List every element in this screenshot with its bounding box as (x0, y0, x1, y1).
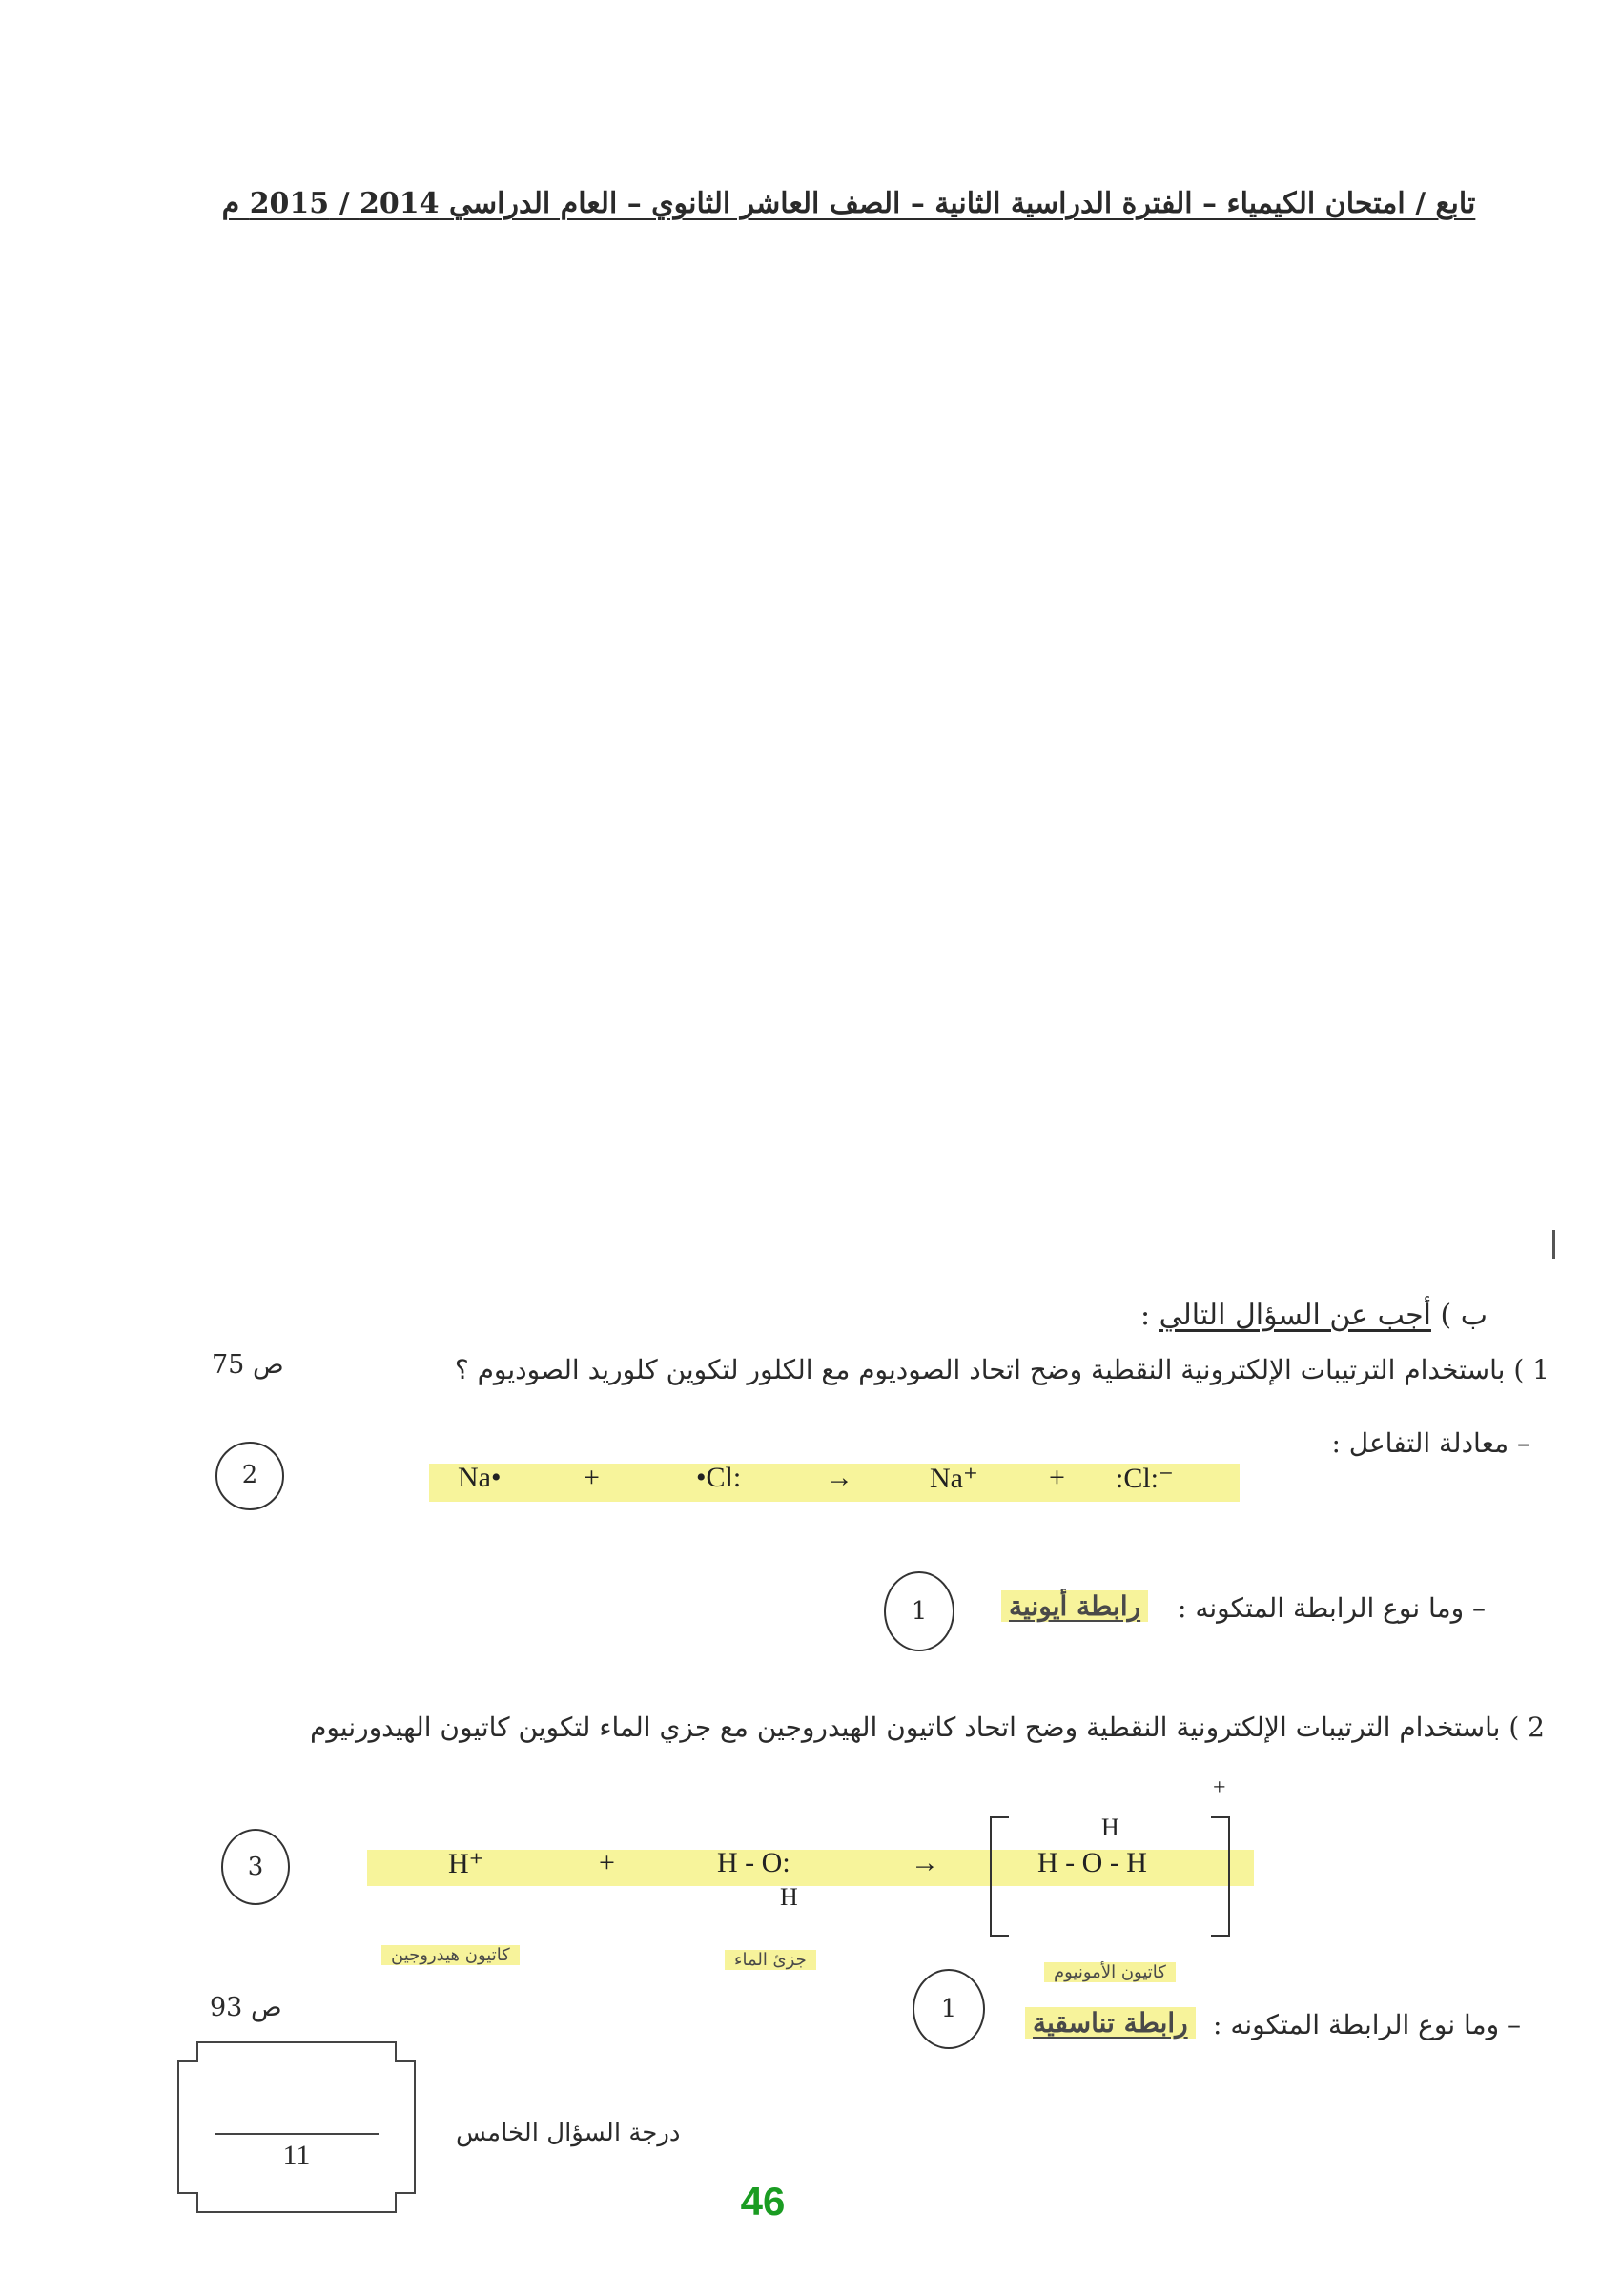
eq1-plus-2: + (1049, 1462, 1065, 1493)
page-number: 46 (740, 2179, 786, 2224)
marks-circle-q1-equation (215, 1442, 284, 1510)
question-2-text: 2 ) باستخدام الترتيبات الإلكترونية النقطية وضح اتحاد كاتيون الهيدروجين مع جزي الماء لتكوين كاتيون الهيدورنيوم (310, 1712, 1545, 1743)
label-hydrogen-cation: كاتيون هيدروجين (381, 1945, 520, 1965)
section-b-heading: أجب عن السؤال التالي (1159, 1299, 1431, 1332)
eq2-plus: + (599, 1847, 615, 1878)
question-1-equation-label: – معادلة التفاعل : (1331, 1427, 1530, 1459)
left-bracket (990, 1816, 1009, 1937)
question-1-page-ref: ص 75 (212, 1350, 284, 1380)
grade-box (176, 2040, 417, 2214)
page-edge-mark (1552, 1230, 1555, 1259)
grade-score: 11 (282, 2140, 311, 2171)
question-2-page-ref: ص 93 (210, 1993, 282, 2022)
marks-circle-q2-bond (913, 1969, 985, 2049)
eq1-product-na-ion: Na⁺ (930, 1463, 978, 1494)
eq1-reactant-na: Na• (458, 1462, 502, 1493)
section-b-title (1140, 1299, 1488, 1332)
section-b-prefix: ب ) (1430, 1299, 1488, 1332)
exam-header: تابع / امتحان الكيمياء – الفترة الدراسية الثانية – الصف العاشر الثانوي – العام الدراسي 2014 / 2015 م (221, 187, 1476, 220)
eq1-reactant-cl: •Cl: (696, 1462, 742, 1493)
eq2-arrow: → (911, 1847, 939, 1878)
question-1-bond-label: – وما نوع الرابطة المتكونه : (1178, 1592, 1486, 1624)
marks-value: 2 (241, 1461, 258, 1489)
question-1-text: 1 ) باستخدام الترتيبات الإلكترونية النقطية وضح اتحاد الصوديوم مع الكلور لتكوين كلوريد الصوديوم ؟ (454, 1354, 1549, 1385)
grade-box-frame (176, 2040, 417, 2214)
marks-value: 3 (247, 1853, 264, 1881)
section-b-suffix: : (1139, 1299, 1159, 1332)
eq1-plus-1: + (584, 1462, 600, 1493)
label-water-molecule: جزئ الماء (725, 1950, 816, 1970)
eq1-arrow: → (825, 1462, 853, 1493)
marks-value: 1 (940, 1995, 957, 2023)
question-2-bond-answer: رابطة تناسقية (1025, 2007, 1196, 2039)
eq2-product-mid: H - O - H (1037, 1847, 1147, 1878)
eq2-water-bottom: H (780, 1883, 798, 1911)
eq2-water-top: H - O: (717, 1847, 790, 1878)
eq2-product-top-h: H (1101, 1814, 1119, 1841)
marks-value: 1 (911, 1597, 928, 1626)
marks-circle-q1-bond (884, 1571, 954, 1651)
question-1-bond-answer: رابطة أيونية (1001, 1590, 1148, 1622)
eq2-reactant-h-ion: H⁺ (448, 1848, 484, 1879)
eq2-product-charge: + (1213, 1775, 1226, 1800)
right-bracket (1211, 1816, 1230, 1937)
eq1-product-cl-ion: :Cl:⁻ (1116, 1463, 1174, 1494)
question-2-bond-label: – وما نوع الرابطة المتكونه : (1213, 2009, 1521, 2040)
grade-label: درجة السؤال الخامس (456, 2119, 681, 2147)
marks-circle-q2-equation (221, 1829, 290, 1905)
label-ammonium-cation: كاتيون الأمونيوم (1044, 1962, 1176, 1982)
